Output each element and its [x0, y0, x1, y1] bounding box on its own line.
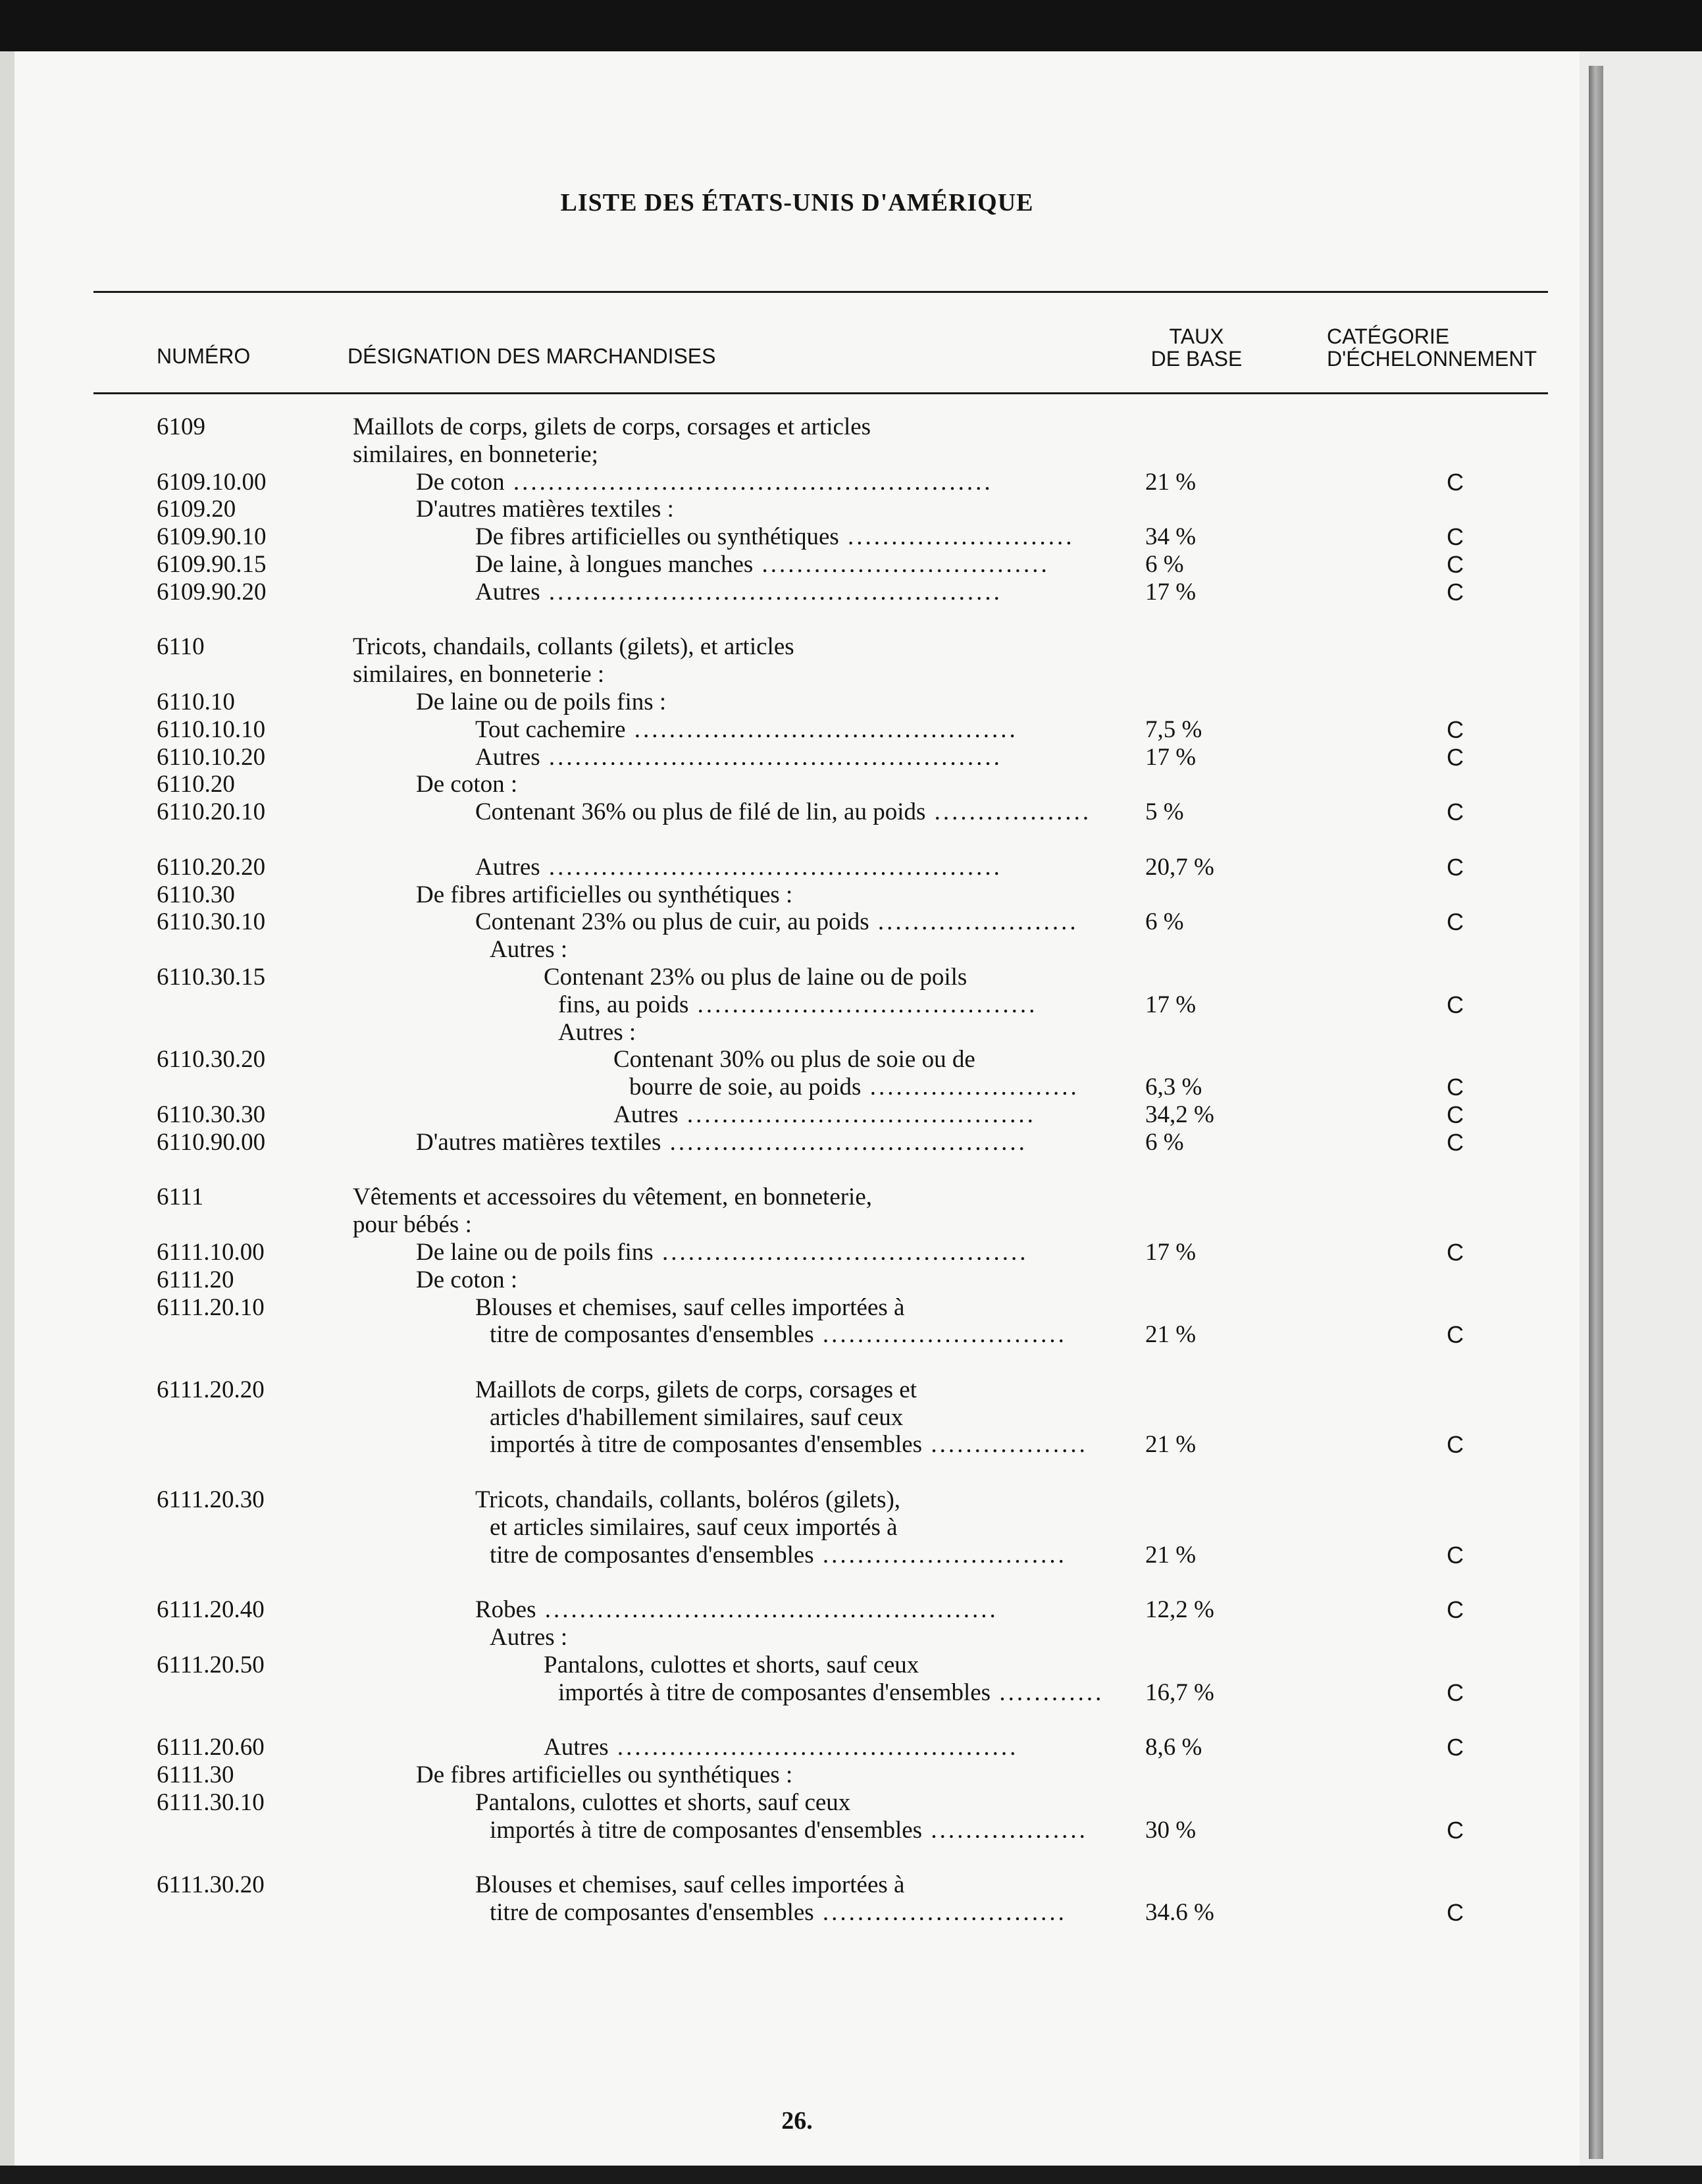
base-rate: 17 % [1145, 743, 1197, 771]
goods-description [613, 1046, 975, 1074]
goods-description-text: similaires, en bonneterie : [353, 661, 605, 689]
goods-description [416, 881, 792, 909]
table-row [0, 908, 1580, 936]
goods-description [353, 661, 604, 689]
table-row [0, 523, 1580, 551]
dot-leader: ............ [991, 1678, 1104, 1706]
goods-description-text: Tricots, chandails, collants (gilets), et articles [353, 633, 794, 661]
table-row [0, 1101, 1580, 1129]
goods-description [544, 1734, 1018, 1761]
goods-description-text: titre de composantes d'ensembles [490, 1321, 814, 1349]
goods-description [490, 1542, 1067, 1569]
goods-description-text: De fibres artificielles ou synthétiques [475, 523, 839, 551]
staging-category: C [1447, 853, 1464, 881]
base-rate: 17 % [1145, 991, 1197, 1018]
base-rate: 20,7 % [1145, 853, 1214, 881]
page-number: 26. [781, 2107, 813, 2135]
goods-description-text: De coton : [416, 1266, 518, 1293]
table-row [0, 1789, 1580, 1817]
goods-description [558, 1679, 1104, 1707]
goods-description-text: Contenant 23% ou plus de laine ou de poils [544, 963, 967, 991]
dot-leader: ................................. [753, 550, 1050, 578]
tariff-number: 6111.20.60 [157, 1734, 265, 1761]
goods-description-text: Pantalons, culottes et shorts, sauf ceux [475, 1788, 851, 1816]
row-spacer [0, 826, 1580, 854]
goods-description [475, 798, 1091, 826]
base-rate: 6,3 % [1145, 1074, 1202, 1101]
dot-leader: .................................................... [540, 853, 1002, 881]
table-row [0, 1761, 1580, 1789]
goods-description-text: Autres : [490, 1624, 568, 1651]
goods-description [629, 1074, 1079, 1101]
tariff-number: 6110.10.20 [157, 743, 266, 771]
goods-description-text: Contenant 23% ou plus de cuir, au poids [475, 908, 869, 936]
goods-description [416, 689, 666, 716]
table-row [0, 964, 1580, 991]
col-header-categorie [1327, 325, 1537, 370]
goods-description-text: Tout cachemire [475, 715, 626, 743]
table-row [0, 1734, 1580, 1761]
base-rate: 21 % [1145, 1321, 1197, 1349]
goods-description [490, 1404, 903, 1432]
staging-category: C [1447, 1816, 1464, 1844]
table-row [0, 1596, 1580, 1624]
dot-leader: .................................................... [540, 743, 1002, 771]
base-rate: 6 % [1145, 550, 1184, 578]
table-row [0, 1404, 1580, 1432]
dot-leader: .................................................... [540, 578, 1002, 606]
dot-leader: ............................ [813, 1899, 1067, 1927]
goods-description-text: importés à titre de composantes d'ensembles [490, 1431, 923, 1459]
goods-description-text: bourre de soie, au poids [629, 1074, 862, 1101]
tariff-number: 6109.90.15 [157, 550, 267, 578]
goods-description [544, 1651, 919, 1679]
staging-category: C [1447, 1734, 1464, 1761]
goods-description-text: Autres : [558, 1018, 636, 1046]
base-rate: 30 % [1145, 1816, 1197, 1844]
goods-description-text: Autres [613, 1101, 679, 1128]
goods-description [353, 633, 794, 661]
tariff-number: 6110.20.10 [157, 798, 266, 826]
tariff-number: 6110.10.10 [157, 715, 266, 743]
goods-description [416, 771, 517, 798]
goods-description-text: Autres [475, 853, 540, 881]
base-rate: 12,2 % [1145, 1596, 1214, 1624]
goods-description-text: Autres [544, 1734, 609, 1761]
goods-description [475, 854, 1002, 881]
base-rate: 34 % [1145, 523, 1197, 551]
table-row [0, 1899, 1580, 1927]
goods-description [475, 1871, 904, 1899]
table-row [0, 551, 1580, 579]
goods-description [416, 1761, 792, 1789]
goods-description [416, 469, 993, 496]
goods-description [475, 1596, 998, 1624]
staging-category: C [1447, 1128, 1464, 1156]
table-row [0, 579, 1580, 606]
staging-category: C [1447, 468, 1464, 496]
goods-description-text: et articles similaires, sauf ceux importés à [490, 1513, 898, 1541]
goods-description [353, 413, 871, 441]
dot-leader: ........................ [861, 1074, 1079, 1101]
header-rule-bottom [93, 392, 1548, 394]
goods-description-text: De coton : [416, 771, 518, 798]
base-rate: 16,7 % [1145, 1678, 1214, 1706]
goods-description-text: Maillots de corps, gilets de corps, corsages et [475, 1376, 917, 1403]
table-row [0, 1624, 1580, 1651]
goods-description [475, 551, 1050, 579]
base-rate: 34,2 % [1145, 1101, 1214, 1128]
goods-description-text: De fibres artificielles ou synthétiques : [416, 881, 793, 908]
goods-description-text: Blouses et chemises, sauf celles importées à [475, 1293, 905, 1321]
table-row [0, 1542, 1580, 1569]
goods-description-text: titre de composantes d'ensembles [490, 1541, 814, 1569]
dot-leader: ............................ [813, 1321, 1067, 1349]
goods-description [558, 1019, 636, 1047]
goods-description-text: De laine ou de poils fins : [416, 688, 667, 715]
row-spacer [0, 1459, 1580, 1486]
row-spacer [0, 1349, 1580, 1376]
tariff-number: 6111.30 [157, 1761, 234, 1789]
table-row [0, 1679, 1580, 1707]
staging-category: C [1447, 1431, 1464, 1459]
table-row [0, 991, 1580, 1019]
staging-category: C [1447, 1101, 1464, 1128]
table-row [0, 661, 1580, 689]
goods-description-text: Contenant 30% ou plus de soie ou de [613, 1046, 975, 1074]
tariff-number: 6111.20.30 [157, 1486, 265, 1514]
dot-leader: .................. [925, 798, 1092, 826]
goods-description [475, 744, 1002, 771]
row-spacer [0, 1844, 1580, 1871]
base-rate: 21 % [1145, 468, 1197, 496]
table-row [0, 1266, 1580, 1294]
table-row [0, 1376, 1580, 1404]
goods-description [475, 579, 1002, 606]
goods-description [613, 1101, 1036, 1129]
col-header-designation: DÉSIGNATION DES MARCHANDISES [348, 344, 716, 368]
row-spacer [0, 606, 1580, 634]
table-row [0, 1239, 1580, 1266]
dot-leader: .................. [922, 1431, 1088, 1459]
table-row [0, 1431, 1580, 1459]
table-row [0, 1651, 1580, 1679]
goods-description [353, 441, 598, 469]
table-row [0, 1321, 1580, 1349]
goods-description [490, 1431, 1088, 1459]
tariff-number: 6110.20 [157, 771, 235, 798]
table-row [0, 1074, 1580, 1101]
table-row [0, 936, 1580, 964]
goods-description [490, 1817, 1088, 1844]
base-rate: 7,5 % [1145, 715, 1202, 743]
goods-description-text: Autres [475, 578, 540, 606]
tariff-table [0, 413, 1580, 1927]
goods-description-text: Vêtements et accessoires du vêtement, en bonneterie, [353, 1183, 873, 1211]
header-rule-top [93, 291, 1548, 293]
staging-category: C [1447, 550, 1464, 578]
base-rate: 6 % [1145, 908, 1184, 936]
table-row [0, 1183, 1580, 1211]
col-header-taux-line2: DE BASE [1150, 347, 1243, 371]
tariff-number: 6110.20.20 [157, 853, 266, 881]
goods-description [475, 1294, 904, 1322]
tariff-number: 6109.90.20 [157, 578, 267, 606]
goods-description-text: Tricots, chandails, collants, boléros (gilets), [475, 1486, 901, 1514]
dot-leader: ....................... [869, 908, 1079, 936]
goods-description [475, 1376, 917, 1404]
tariff-number: 6111 [157, 1183, 204, 1211]
tariff-number: 6110.30 [157, 881, 235, 908]
goods-description-text: De laine ou de poils fins [416, 1238, 654, 1266]
dot-leader: .............................................. [608, 1734, 1019, 1761]
goods-description [490, 1899, 1067, 1927]
tariff-number: 6110.30.10 [157, 908, 266, 936]
goods-description [475, 908, 1079, 936]
goods-description [544, 964, 967, 991]
dot-leader: ............................ [813, 1541, 1067, 1569]
dot-leader: ............................................ [625, 715, 1018, 743]
table-row [0, 798, 1580, 826]
tariff-number: 6110.30.15 [157, 963, 266, 991]
staging-category: C [1447, 908, 1464, 936]
tariff-number: 6111.30.10 [157, 1788, 265, 1816]
page-title: LISTE DES ÉTATS-UNIS D'AMÉRIQUE [560, 189, 1034, 217]
goods-description-text: D'autres matières textiles [416, 1128, 661, 1156]
table-row [0, 744, 1580, 771]
goods-description [416, 496, 674, 523]
tariff-number: 6110.90.00 [157, 1128, 266, 1156]
tariff-number: 6109.90.10 [157, 523, 267, 551]
table-row [0, 1817, 1580, 1844]
goods-description [475, 716, 1018, 744]
staging-category: C [1447, 1541, 1464, 1569]
table-row [0, 881, 1580, 909]
staging-category: C [1447, 578, 1464, 606]
base-rate: 17 % [1145, 578, 1197, 606]
goods-description-text: Blouses et chemises, sauf celles importées à [475, 1871, 905, 1899]
staging-category: C [1447, 798, 1464, 826]
table-row [0, 1019, 1580, 1047]
goods-description-text: importés à titre de composantes d'ensembles [490, 1816, 923, 1844]
book-spine [1589, 66, 1603, 2159]
staging-category: C [1447, 1074, 1464, 1101]
table-row [0, 1486, 1580, 1514]
staging-category: C [1447, 523, 1464, 551]
col-header-categorie-line1: CATÉGORIE [1327, 325, 1450, 348]
tariff-number: 6111.20 [157, 1266, 234, 1293]
tariff-number: 6109 [157, 413, 205, 440]
goods-description [490, 936, 567, 964]
goods-description [558, 991, 1037, 1019]
dot-leader: .................................................... [536, 1596, 998, 1624]
goods-description [490, 1624, 567, 1651]
goods-description [416, 1239, 1028, 1266]
tariff-number: 6111.30.20 [157, 1871, 265, 1899]
staging-category: C [1447, 743, 1464, 771]
dot-leader: ........................................ [678, 1101, 1036, 1128]
staging-category: C [1447, 1238, 1464, 1266]
goods-description-text: D'autres matières textiles : [416, 496, 674, 523]
table-row [0, 1514, 1580, 1542]
tariff-number: 6111.20.20 [157, 1376, 265, 1403]
goods-description-text: Autres : [490, 936, 568, 964]
goods-description [353, 1211, 472, 1239]
goods-description-text: importés à titre de composantes d'ensembles [558, 1678, 991, 1706]
table-row [0, 469, 1580, 496]
table-row [0, 716, 1580, 744]
tariff-number: 6110.10 [157, 688, 235, 715]
goods-description [353, 1183, 872, 1211]
col-header-categorie-line2: D'ÉCHELONNEMENT [1327, 347, 1537, 371]
goods-description-text: articles d'habillement similaires, sauf ceux [490, 1403, 904, 1431]
table-row [0, 854, 1580, 881]
tariff-number: 6109.20 [157, 496, 236, 523]
base-rate: 34.6 % [1145, 1899, 1214, 1927]
tariff-number: 6110.30.30 [157, 1101, 266, 1128]
col-header-numero: NUMÉRO [157, 344, 251, 368]
table-row [0, 413, 1580, 441]
table-row [0, 496, 1580, 523]
tariff-number: 6111.10.00 [157, 1238, 265, 1266]
tariff-number: 6109.10.00 [157, 468, 267, 496]
base-rate: 21 % [1145, 1431, 1197, 1459]
staging-category: C [1447, 1321, 1464, 1349]
goods-description [475, 1789, 850, 1817]
table-row [0, 1294, 1580, 1322]
col-header-taux [1143, 325, 1251, 370]
goods-description-text: De laine, à longues manches [475, 550, 754, 578]
table-row [0, 441, 1580, 469]
goods-description-text: De fibres artificielles ou synthétiques : [416, 1761, 793, 1789]
table-row [0, 771, 1580, 798]
goods-description-text: similaires, en bonneterie; [353, 440, 598, 468]
staging-category: C [1447, 991, 1464, 1018]
goods-description [416, 1266, 517, 1294]
tariff-number: 6111.20.10 [157, 1293, 265, 1321]
goods-description [416, 1129, 1027, 1157]
goods-description [475, 523, 1075, 551]
tariff-number: 6110.30.20 [157, 1046, 266, 1074]
dot-leader: .......................... [838, 523, 1075, 551]
staging-category: C [1447, 1596, 1464, 1624]
goods-description-text: titre de composantes d'ensembles [490, 1899, 814, 1927]
base-rate: 5 % [1145, 798, 1184, 826]
goods-description [490, 1514, 898, 1542]
goods-description [475, 1486, 900, 1514]
goods-description-text: Maillots de corps, gilets de corps, corsages et articles [353, 413, 871, 440]
base-rate: 8,6 % [1145, 1734, 1202, 1761]
tariff-number: 6111.20.50 [157, 1651, 265, 1678]
scan-bottom-border [0, 2166, 1702, 2184]
tariff-number: 6110 [157, 633, 205, 661]
table-row [0, 1871, 1580, 1899]
goods-description-text: Pantalons, culottes et shorts, sauf ceux [544, 1651, 919, 1678]
scan-top-border [0, 0, 1702, 51]
table-row [0, 633, 1580, 661]
dot-leader: ....................................................... [504, 468, 993, 496]
goods-description-text: pour bébés : [353, 1211, 472, 1239]
row-spacer [0, 1157, 1580, 1184]
dot-leader: .......................................... [653, 1238, 1029, 1266]
dot-leader: ......................................... [661, 1128, 1027, 1156]
table-row [0, 689, 1580, 716]
goods-description-text: De coton [416, 468, 505, 496]
staging-category: C [1447, 1899, 1464, 1927]
base-rate: 6 % [1145, 1128, 1184, 1156]
base-rate: 17 % [1145, 1238, 1197, 1266]
staging-category: C [1447, 1678, 1464, 1706]
goods-description-text: Robes [475, 1596, 536, 1624]
goods-description-text: Contenant 36% ou plus de filé de lin, au poids [475, 798, 926, 826]
tariff-number: 6111.20.40 [157, 1596, 265, 1624]
row-spacer [0, 1569, 1580, 1596]
goods-description [490, 1321, 1067, 1349]
dot-leader: ....................................... [688, 991, 1038, 1018]
row-spacer [0, 1706, 1580, 1734]
table-row [0, 1129, 1580, 1157]
base-rate: 21 % [1145, 1541, 1197, 1569]
table-row [0, 1211, 1580, 1239]
goods-description-text: fins, au poids [558, 991, 689, 1018]
col-header-taux-line1: TAUX [1169, 325, 1224, 348]
goods-description-text: Autres [475, 743, 540, 771]
staging-category: C [1447, 715, 1464, 743]
table-row [0, 1046, 1580, 1074]
dot-leader: .................. [922, 1816, 1088, 1844]
